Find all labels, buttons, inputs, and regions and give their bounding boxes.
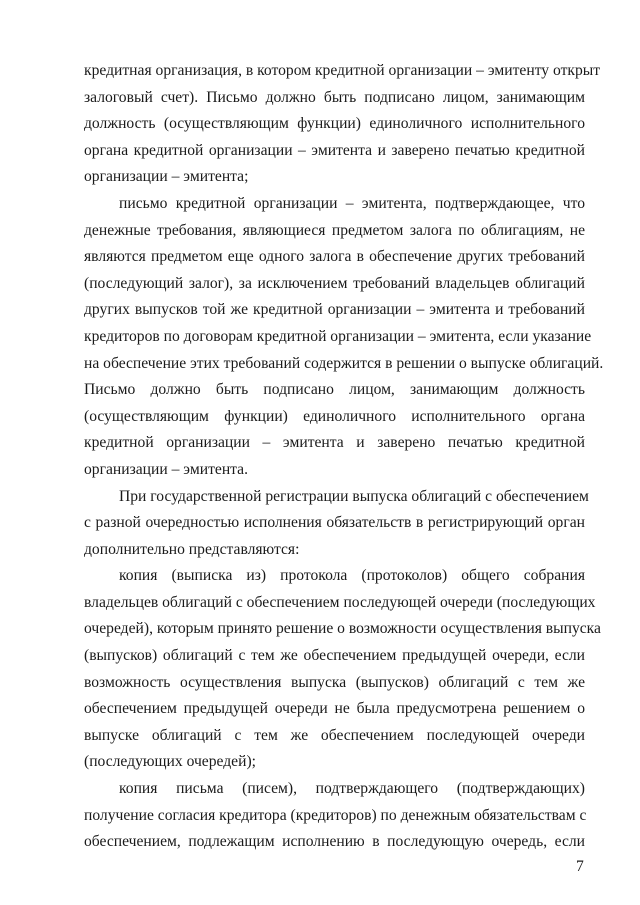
text-line: дополнительно представляются:: [84, 540, 300, 558]
text-line: являются предметом еще одного залога в обеспечение других требований: [84, 248, 585, 266]
text-line: владельцев облигаций с обеспечением последующей очереди (последующих: [84, 593, 596, 611]
page-number: 7: [576, 858, 584, 875]
text-line: выпуске облигаций с тем же обеспечением последующей очереди: [84, 726, 585, 744]
text-line: письмо кредитной организации – эмитента, подтверждающее, что: [119, 194, 585, 212]
text-line: залоговый счет). Письмо должно быть подписано лицом, занимающим: [84, 88, 585, 106]
text-line: При государственной регистрации выпуска облигаций с обеспечением: [119, 487, 589, 505]
text-line: Письмо должно быть подписано лицом, занимающим должность: [84, 381, 585, 399]
text-line: обеспечением предыдущей очереди не была предусмотрена решением о: [84, 700, 585, 718]
text-line: копия (выписка из) протокола (протоколов) общего собрания: [119, 567, 585, 585]
text-line: органа кредитной организации – эмитента и заверено печатью кредитной: [84, 141, 585, 159]
document-page: [84, 58, 604, 856]
text-line: на обеспечение этих требований содержится в решении о выпуске облигаций.: [84, 354, 604, 372]
paragraph-4: [84, 563, 601, 776]
text-line: кредитная организация, в котором кредитной организации – эмитенту открыт: [84, 62, 601, 79]
text-line: денежные требования, являющиеся предметом залога по облигациям, не: [84, 221, 585, 239]
text-line: других выпусков той же кредитной организации – эмитента и требований: [84, 301, 585, 319]
text-line: организации – эмитента;: [84, 168, 249, 186]
paragraph-2: [84, 191, 604, 484]
text-line: (выпусков) облигаций с тем же обеспечением предыдущей очереди, если: [84, 647, 585, 665]
text-line: организации – эмитента.: [84, 460, 248, 478]
text-line: с разной очередностью исполнения обязательств в регистрирующий орган: [84, 514, 585, 532]
text-line: получение согласия кредитора (кредиторов) по денежным обязательствам с: [84, 806, 587, 824]
text-line: (последующий залог), за исключением требований владельцев облигаций: [84, 274, 585, 292]
text-line: обеспечением, подлежащим исполнению в последующую очередь, если: [84, 833, 585, 851]
text-line: очередей), которым принято решение о возможности осуществления выпуска: [84, 620, 601, 638]
text-line: должность (осуществляющим функции) единоличного исполнительного: [84, 115, 585, 133]
text-line: (осуществляющим функции) единоличного исполнительного органа: [84, 407, 585, 425]
paragraph-5: [84, 776, 585, 856]
text-line: копия письма (писем), подтверждающего (подтверждающих): [119, 780, 585, 798]
paragraph-1: [84, 58, 601, 191]
text-line: кредитной организации – эмитента и заверено печатью кредитной: [84, 434, 585, 452]
text-line: (последующих очередей);: [84, 753, 256, 771]
paragraph-3: [84, 484, 589, 564]
text-line: возможность осуществления выпуска (выпусков) облигаций с тем же: [84, 673, 585, 691]
text-line: кредиторов по договорам кредитной организации – эмитента, если указание: [84, 327, 592, 345]
